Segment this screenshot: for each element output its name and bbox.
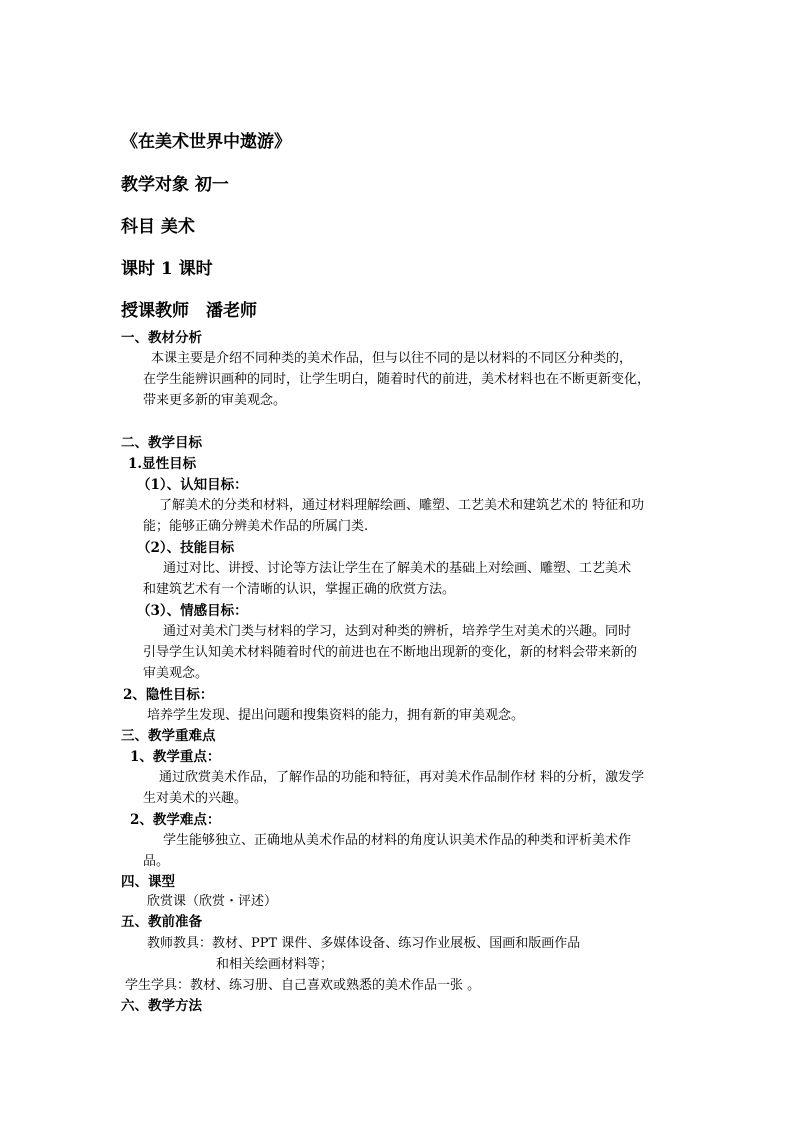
goal-skill-para: 通过对比、讲授、讨论等方法让学生在了解美术的基础上对绘画、雕塑、工艺美术	[163, 561, 632, 576]
section-1-para: 在学生能辨识画种的同时，让学生明白，随着时代的前进，美术材料也在不断更新变化，	[143, 372, 651, 387]
goal-cognitive-heading: （1）、认知目标：	[137, 477, 248, 493]
section-1-heading: 一、教材分析	[121, 330, 202, 346]
document-title: 《在美术世界中遨游》	[121, 132, 291, 152]
section-4-para: 欣赏课（欣赏・评述）	[147, 894, 278, 909]
section-1-para: 带来更多新的审美观念。	[143, 393, 287, 408]
meta-subject: 科目 美术	[121, 217, 195, 237]
difficulty-para: 品。	[143, 854, 170, 869]
goal-skill-heading: （2）、技能目标	[137, 540, 235, 556]
goal-implicit-para: 培养学生发现、提出问题和搜集资料的能力，拥有新的审美观念。	[147, 708, 525, 723]
section-1-para: 本课主要是介绍不同种类的美术作品，但与以往不同的是以材料的不同区分种类的，	[151, 351, 633, 366]
meta-teaching-object: 教学对象 初一	[121, 175, 229, 195]
meta-teacher: 授课教师 潘老师	[121, 301, 257, 321]
goal-cognitive-para: 了解美术的分类和材料，通过材料理解绘画、雕塑、工艺美术和建筑艺术的 特征和功	[159, 498, 645, 513]
section-2-sub-explicit: 1.显性目标	[128, 456, 197, 472]
key-point-para: 通过欣赏美术作品，了解作品的功能和特征，再对美术作品制作材 料的分析，激发学	[159, 770, 645, 785]
goal-skill-para: 和建筑艺术有一个清晰的认识，掌握正确的欣赏方法。	[143, 582, 456, 597]
meta-class-hours: 课时 1 课时	[121, 259, 213, 279]
goal-emotion-para: 通过对美术门类与材料的学习，达到对种类的辨析，培养学生对美术的兴趣。同时	[163, 624, 632, 639]
section-5-para: 教师教具：教材、PPT 课件、多媒体设备、练习作业展板、国画和版画作品	[147, 936, 581, 951]
section-4-heading: 四、课型	[121, 874, 175, 890]
section-3-heading: 三、教学重难点	[121, 728, 216, 744]
section-5-heading: 五、教前准备	[121, 914, 202, 930]
goal-cognitive-para: 能；能够正确分辨美术作品的所属门类.	[143, 519, 369, 534]
goal-emotion-para: 引导学生认知美术材料随着时代的前进也在不断地出现新的变化，新的材料会带来新的	[143, 645, 638, 660]
key-point-heading: 1、教学重点：	[130, 749, 221, 765]
goal-emotion-heading: （3）、情感目标：	[137, 603, 248, 619]
goal-emotion-para: 审美观念。	[143, 666, 209, 681]
section-2-heading: 二、教学目标	[121, 435, 202, 451]
section-2-sub-implicit: 2、隐性目标：	[123, 687, 214, 703]
section-6-heading: 六、教学方法	[121, 998, 202, 1014]
difficulty-para: 学生能够独立、正确地从美术作品的材料的角度认识美术作品的种类和评析美术作	[163, 833, 632, 848]
section-5-para: 和相关绘画材料等；	[216, 957, 334, 972]
key-point-para: 生对美术的兴趣。	[143, 791, 248, 806]
section-5-para: 学生学具：教材、练习册、自己喜欢或熟悉的美术作品一张 。	[125, 978, 481, 993]
difficulty-heading: 2、教学难点：	[130, 812, 221, 828]
